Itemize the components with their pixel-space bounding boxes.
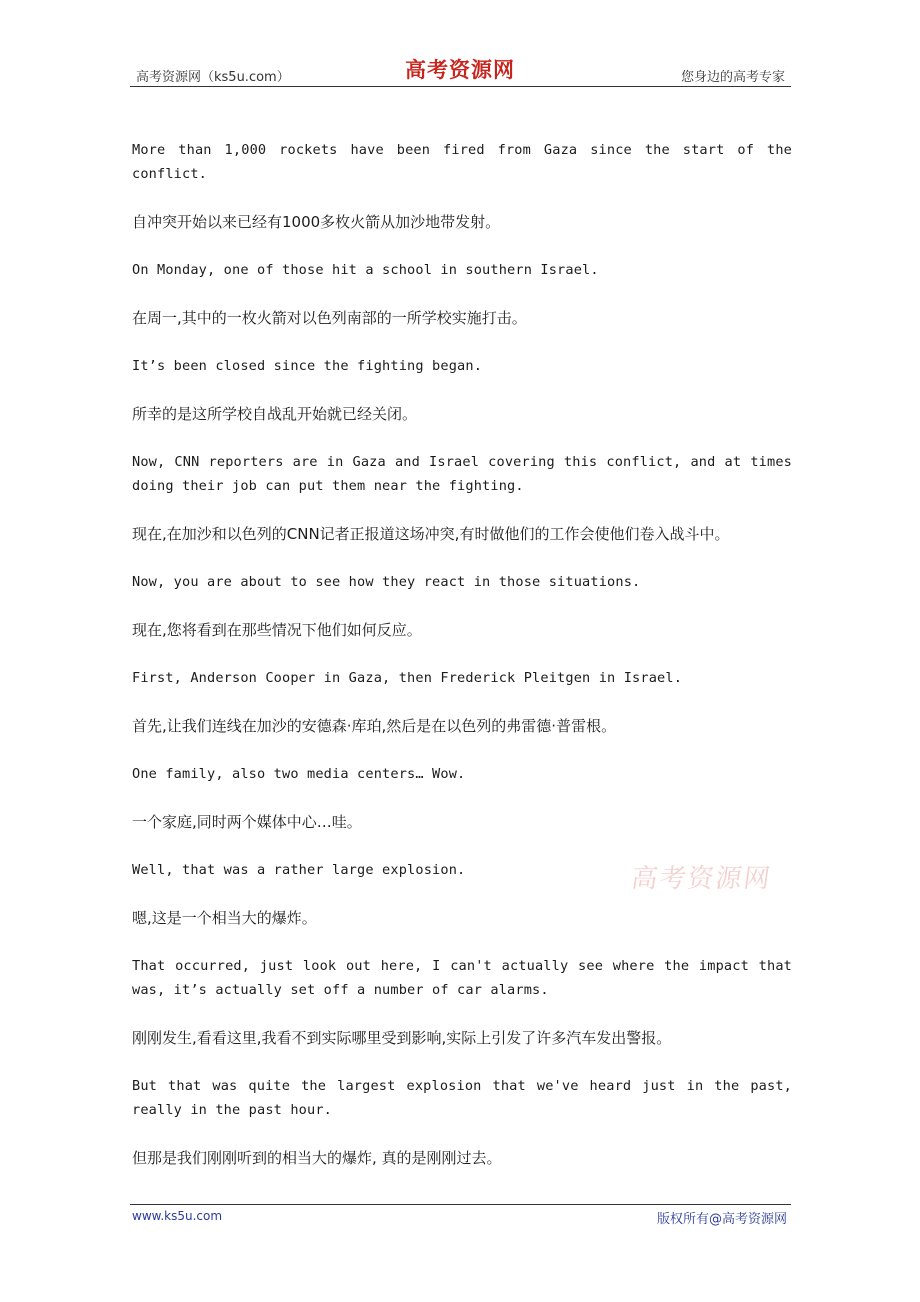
paragraph-en: Well, that was a rather large explosion.: [132, 862, 466, 878]
paragraph-zh: 刚刚发生,看看这里,我看不到实际哪里受到影响,实际上引发了许多汽车发出警报。: [132, 1029, 672, 1047]
paragraph-en: More than 1,000 rockets have been fired from Gaza since the start of the conflict.: [132, 142, 792, 182]
paragraph-zh: 但那是我们刚刚听到的相当大的爆炸, 真的是刚刚过去。: [132, 1149, 502, 1167]
document-body: [132, 138, 792, 1170]
page-footer: [130, 1204, 791, 1229]
header-site-name: 高考资源网（ks5u.com）: [136, 70, 290, 85]
header-slogan: 您身边的高考专家: [680, 70, 785, 85]
paragraph-zh: 一个家庭,同时两个媒体中心…哇。: [132, 813, 362, 831]
paragraph-en: Now, you are about to see how they react in those situations.: [132, 574, 641, 590]
paragraph-en: Now, CNN reporters are in Gaza and Israel covering this conflict, and at times doing their job can put them near the fighting.: [132, 454, 792, 494]
paragraph-zh: 嗯,这是一个相当大的爆炸。: [132, 909, 317, 927]
paragraph-en: First, Anderson Cooper in Gaza, then Frederick Pleitgen in Israel.: [132, 670, 683, 686]
header-logo: 高考资源网: [405, 57, 515, 82]
paragraph-en: But that was quite the largest explosion that we've heard just in the past, really in the past hour.: [132, 1078, 792, 1118]
paragraph-zh: 自冲突开始以来已经有1000多枚火箭从加沙地带发射。: [132, 213, 501, 231]
paragraph-en: One family, also two media centers… Wow.: [132, 766, 466, 782]
paragraph-zh: 首先,让我们连线在加沙的安德森·库珀,然后是在以色列的弗雷德·普雷根。: [132, 717, 617, 735]
paragraph-en: On Monday, one of those hit a school in southern Israel.: [132, 262, 599, 278]
paragraph-zh: 现在,在加沙和以色列的CNN记者正报道这场冲突,有时做他们的工作会使他们卷入战斗中。: [132, 525, 730, 543]
paragraph-zh: 在周一,其中的一枚火箭对以色列南部的一所学校实施打击。: [132, 309, 527, 327]
paragraph-en: It’s been closed since the fighting began.: [132, 358, 483, 374]
watermark: 高考资源网: [629, 864, 774, 894]
paragraph-zh: 所幸的是这所学校自战乱开始就已经关闭。: [132, 405, 418, 423]
footer-website-link[interactable]: www.ks5u.com: [132, 1209, 223, 1223]
paragraph-en: That occurred, just look out here, I can't actually see where the impact that was, it’s actually set off a number of car alarms.: [132, 958, 792, 998]
footer-copyright: 版权所有@高考资源网: [656, 1212, 787, 1227]
paragraph-zh: 现在,您将看到在那些情况下他们如何反应。: [132, 621, 422, 639]
page-header: [130, 56, 791, 87]
